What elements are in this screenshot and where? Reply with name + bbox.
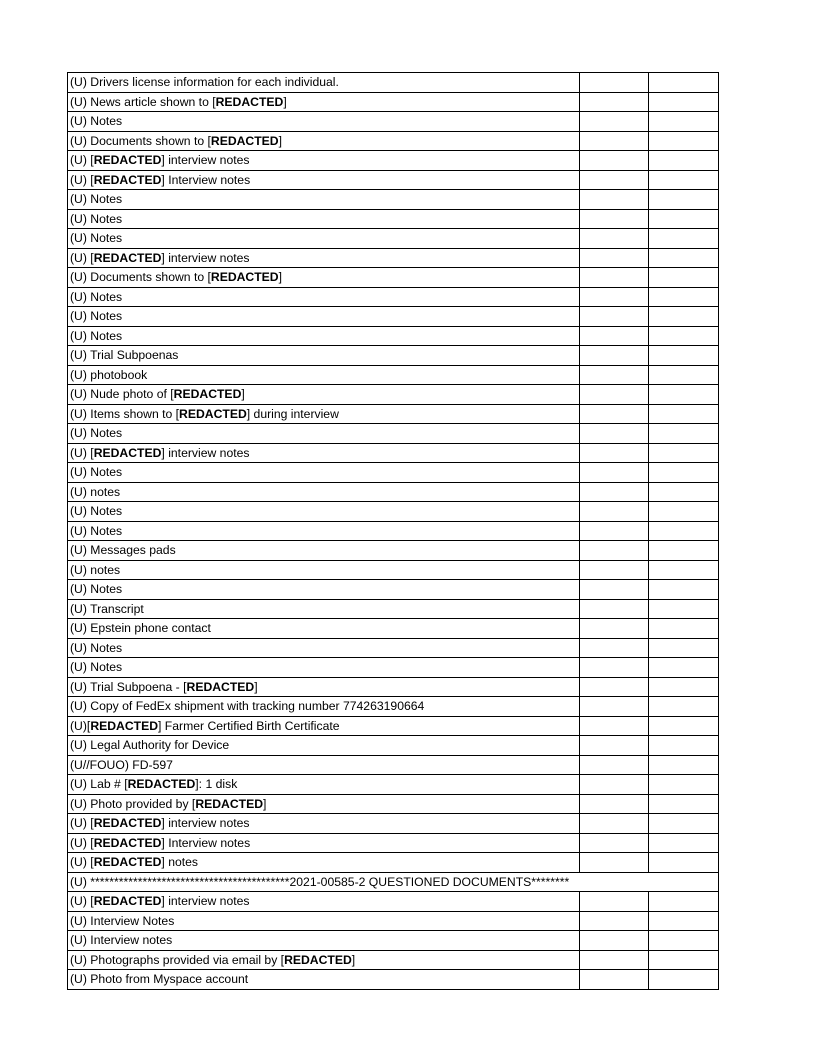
item-description: (U) Lab # [REDACTED]: 1 disk: [70, 777, 238, 792]
item-description: (U) Notes: [70, 289, 123, 304]
col3-cell: [649, 970, 719, 990]
item-description: (U) Notes: [70, 465, 123, 480]
col2-cell: [580, 326, 649, 346]
item-description: (U) ******************************************2021-00585-2 QUESTIONED DOCUMENTS********: [70, 874, 570, 889]
item-description: (U) Documents shown to [REDACTED]: [70, 133, 282, 148]
col2-cell: [580, 307, 649, 327]
col3-cell: [649, 482, 719, 502]
col3-cell: [649, 638, 719, 658]
table-row: [68, 541, 719, 561]
col2-cell: [580, 112, 649, 132]
table-body: [68, 73, 719, 990]
col2-cell: [580, 385, 649, 405]
col2-cell: [580, 346, 649, 366]
item-description: (U) Notes: [70, 660, 123, 675]
item-description-cell: [68, 892, 580, 912]
table-row: [68, 853, 719, 873]
col2-cell: [580, 463, 649, 483]
table-row: [68, 560, 719, 580]
table-row: [68, 424, 719, 444]
table-row: [68, 248, 719, 268]
table-row: [68, 775, 719, 795]
table-row: [68, 482, 719, 502]
item-description: (U) [REDACTED] interview notes: [70, 153, 250, 168]
col3-cell: [649, 502, 719, 522]
col3-cell: [649, 73, 719, 93]
item-description: (U)[REDACTED] Farmer Certified Birth Certificate: [70, 718, 340, 733]
table-row: [68, 970, 719, 990]
col3-cell: [649, 794, 719, 814]
item-description-cell: [68, 638, 580, 658]
item-description-cell: [68, 560, 580, 580]
table-row: [68, 736, 719, 756]
col2-cell: [580, 716, 649, 736]
col2-cell: [580, 775, 649, 795]
item-description: (U) News article shown to [REDACTED]: [70, 94, 287, 109]
col3-cell: [649, 170, 719, 190]
item-description: (U) Trial Subpoena - [REDACTED]: [70, 679, 258, 694]
item-description-cell: [68, 365, 580, 385]
table-row: [68, 151, 719, 171]
col3-cell: [649, 580, 719, 600]
col3-cell: [649, 541, 719, 561]
item-description-cell: [68, 287, 580, 307]
item-description: (U) Notes: [70, 582, 123, 597]
item-description: (U) Items shown to [REDACTED] during interview: [70, 406, 339, 421]
item-description-cell: [68, 229, 580, 249]
item-description-cell: [68, 521, 580, 541]
item-description-cell: [68, 677, 580, 697]
col2-cell: [580, 502, 649, 522]
col3-cell: [649, 404, 719, 424]
col2-cell: [580, 229, 649, 249]
table-row: [68, 365, 719, 385]
col2-cell: [580, 736, 649, 756]
col3-cell: [649, 346, 719, 366]
col3-cell: [649, 443, 719, 463]
item-description: (U) Interview notes: [70, 933, 173, 948]
item-description-cell: [68, 502, 580, 522]
col2-cell: [580, 638, 649, 658]
col2-cell: [580, 697, 649, 717]
item-description-cell: [68, 170, 580, 190]
item-description: (U) Legal Authority for Device: [70, 738, 230, 753]
table-row: [68, 911, 719, 931]
table-row: [68, 287, 719, 307]
table-row: [68, 73, 719, 93]
table-row: [68, 677, 719, 697]
col3-cell: [649, 853, 719, 873]
col2-cell: [580, 619, 649, 639]
item-description: (U) [REDACTED] notes: [70, 855, 199, 870]
item-description-cell: [68, 619, 580, 639]
table-row: [68, 755, 719, 775]
col3-cell: [649, 833, 719, 853]
table-row: [68, 170, 719, 190]
item-description-cell: [68, 872, 719, 892]
table-row: [68, 443, 719, 463]
item-description: (U) Interview Notes: [70, 913, 175, 928]
item-description-cell: [68, 970, 580, 990]
item-description-cell: [68, 814, 580, 834]
col3-cell: [649, 190, 719, 210]
col2-cell: [580, 209, 649, 229]
col3-cell: [649, 697, 719, 717]
item-description-cell: [68, 112, 580, 132]
item-description: (U) Notes: [70, 192, 123, 207]
table-row: [68, 209, 719, 229]
col2-cell: [580, 73, 649, 93]
item-description-cell: [68, 131, 580, 151]
item-description: (U) [REDACTED] interview notes: [70, 250, 250, 265]
col2-cell: [580, 424, 649, 444]
table-row: [68, 463, 719, 483]
col2-cell: [580, 151, 649, 171]
table-row: [68, 190, 719, 210]
item-description: (U) Trial Subpoenas: [70, 348, 179, 363]
col3-cell: [649, 326, 719, 346]
col3-cell: [649, 560, 719, 580]
col2-cell: [580, 190, 649, 210]
col2-cell: [580, 950, 649, 970]
evidence-log-table: [67, 72, 719, 990]
col2-cell: [580, 580, 649, 600]
item-description-cell: [68, 151, 580, 171]
item-description-cell: [68, 931, 580, 951]
table-row: [68, 268, 719, 288]
item-description: (U) [REDACTED] interview notes: [70, 445, 250, 460]
item-description: (U) Notes: [70, 640, 123, 655]
col2-cell: [580, 833, 649, 853]
col3-cell: [649, 677, 719, 697]
item-description-cell: [68, 385, 580, 405]
col2-cell: [580, 443, 649, 463]
col2-cell: [580, 677, 649, 697]
item-description: (U) Notes: [70, 211, 123, 226]
item-description-cell: [68, 346, 580, 366]
item-description: (U) Messages pads: [70, 543, 176, 558]
table-row: [68, 131, 719, 151]
col2-cell: [580, 287, 649, 307]
item-description-cell: [68, 755, 580, 775]
table-row: [68, 404, 719, 424]
col3-cell: [649, 307, 719, 327]
table-row: [68, 697, 719, 717]
col3-cell: [649, 619, 719, 639]
table-row: [68, 950, 719, 970]
item-description: (U) Notes: [70, 504, 123, 519]
col2-cell: [580, 482, 649, 502]
col2-cell: [580, 404, 649, 424]
item-description: (U) [REDACTED] interview notes: [70, 816, 250, 831]
item-description: (U) notes: [70, 484, 121, 499]
col2-cell: [580, 541, 649, 561]
table-row: [68, 307, 719, 327]
col2-cell: [580, 599, 649, 619]
item-description-cell: [68, 482, 580, 502]
col3-cell: [649, 658, 719, 678]
col2-cell: [580, 911, 649, 931]
col2-cell: [580, 268, 649, 288]
col3-cell: [649, 755, 719, 775]
item-description: (U) photobook: [70, 367, 148, 382]
item-description: (U) Nude photo of [REDACTED]: [70, 387, 245, 402]
item-description-cell: [68, 73, 580, 93]
item-description: (U) Notes: [70, 523, 123, 538]
table-row: [68, 326, 719, 346]
table-row: [68, 794, 719, 814]
item-description: (U) Photo provided by [REDACTED]: [70, 796, 267, 811]
item-description-cell: [68, 794, 580, 814]
item-description-cell: [68, 268, 580, 288]
col3-cell: [649, 599, 719, 619]
table-row: [68, 92, 719, 112]
item-description: (U//FOUO) FD-597: [70, 757, 173, 772]
col3-cell: [649, 287, 719, 307]
table-row: [68, 521, 719, 541]
item-description-cell: [68, 580, 580, 600]
table-row: [68, 931, 719, 951]
item-description-cell: [68, 326, 580, 346]
col3-cell: [649, 424, 719, 444]
item-description-cell: [68, 911, 580, 931]
col3-cell: [649, 463, 719, 483]
col3-cell: [649, 131, 719, 151]
col3-cell: [649, 892, 719, 912]
col2-cell: [580, 853, 649, 873]
table-row: [68, 385, 719, 405]
col2-cell: [580, 365, 649, 385]
col3-cell: [649, 268, 719, 288]
col3-cell: [649, 814, 719, 834]
item-description: (U) [REDACTED] Interview notes: [70, 172, 251, 187]
item-description: (U) [REDACTED] interview notes: [70, 894, 250, 909]
table-row: [68, 638, 719, 658]
item-description-cell: [68, 424, 580, 444]
item-description-cell: [68, 307, 580, 327]
item-description-cell: [68, 658, 580, 678]
col3-cell: [649, 736, 719, 756]
table-row: [68, 112, 719, 132]
col3-cell: [649, 365, 719, 385]
item-description: (U) notes: [70, 562, 121, 577]
col2-cell: [580, 170, 649, 190]
item-description: (U) Photo from Myspace account: [70, 972, 249, 987]
item-description-cell: [68, 190, 580, 210]
col3-cell: [649, 911, 719, 931]
item-description: (U) Documents shown to [REDACTED]: [70, 270, 282, 285]
item-description-cell: [68, 775, 580, 795]
table-row: [68, 814, 719, 834]
item-description-cell: [68, 853, 580, 873]
col2-cell: [580, 521, 649, 541]
table-row: [68, 502, 719, 522]
col3-cell: [649, 716, 719, 736]
table-row: [68, 716, 719, 736]
table-row: [68, 599, 719, 619]
table-row: [68, 658, 719, 678]
col2-cell: [580, 131, 649, 151]
item-description: (U) Photographs provided via email by [REDACTED]: [70, 952, 356, 967]
item-description-cell: [68, 463, 580, 483]
item-description-cell: [68, 697, 580, 717]
item-description: (U) Drivers license information for each individual.: [70, 75, 339, 90]
item-description-cell: [68, 209, 580, 229]
table-row: [68, 833, 719, 853]
item-description-cell: [68, 736, 580, 756]
item-description: (U) [REDACTED] Interview notes: [70, 835, 251, 850]
col2-cell: [580, 794, 649, 814]
table-row: [68, 892, 719, 912]
col2-cell: [580, 560, 649, 580]
col2-cell: [580, 814, 649, 834]
col3-cell: [649, 209, 719, 229]
table-row: [68, 619, 719, 639]
item-description: (U) Notes: [70, 309, 123, 324]
col2-cell: [580, 931, 649, 951]
col2-cell: [580, 755, 649, 775]
col3-cell: [649, 248, 719, 268]
item-description-cell: [68, 404, 580, 424]
col3-cell: [649, 775, 719, 795]
table-row: [68, 580, 719, 600]
col3-cell: [649, 385, 719, 405]
item-description: (U) Notes: [70, 426, 123, 441]
col3-cell: [649, 931, 719, 951]
item-description: (U) Notes: [70, 231, 123, 246]
item-description: (U) Notes: [70, 114, 123, 129]
item-description-cell: [68, 716, 580, 736]
col3-cell: [649, 521, 719, 541]
table-row: [68, 229, 719, 249]
item-description-cell: [68, 599, 580, 619]
item-description-cell: [68, 950, 580, 970]
col3-cell: [649, 112, 719, 132]
item-description: (U) Transcript: [70, 601, 144, 616]
col3-cell: [649, 92, 719, 112]
item-description: (U) Epstein phone contact: [70, 621, 211, 636]
col2-cell: [580, 92, 649, 112]
table-row: [68, 872, 719, 892]
col3-cell: [649, 229, 719, 249]
table-row: [68, 346, 719, 366]
item-description: (U) Copy of FedEx shipment with tracking number 774263190664: [70, 699, 425, 714]
col2-cell: [580, 658, 649, 678]
col2-cell: [580, 892, 649, 912]
item-description: (U) Notes: [70, 328, 123, 343]
item-description-cell: [68, 248, 580, 268]
item-description-cell: [68, 92, 580, 112]
col2-cell: [580, 970, 649, 990]
col2-cell: [580, 248, 649, 268]
item-description-cell: [68, 541, 580, 561]
item-description-cell: [68, 833, 580, 853]
col3-cell: [649, 950, 719, 970]
col3-cell: [649, 151, 719, 171]
item-description-cell: [68, 443, 580, 463]
